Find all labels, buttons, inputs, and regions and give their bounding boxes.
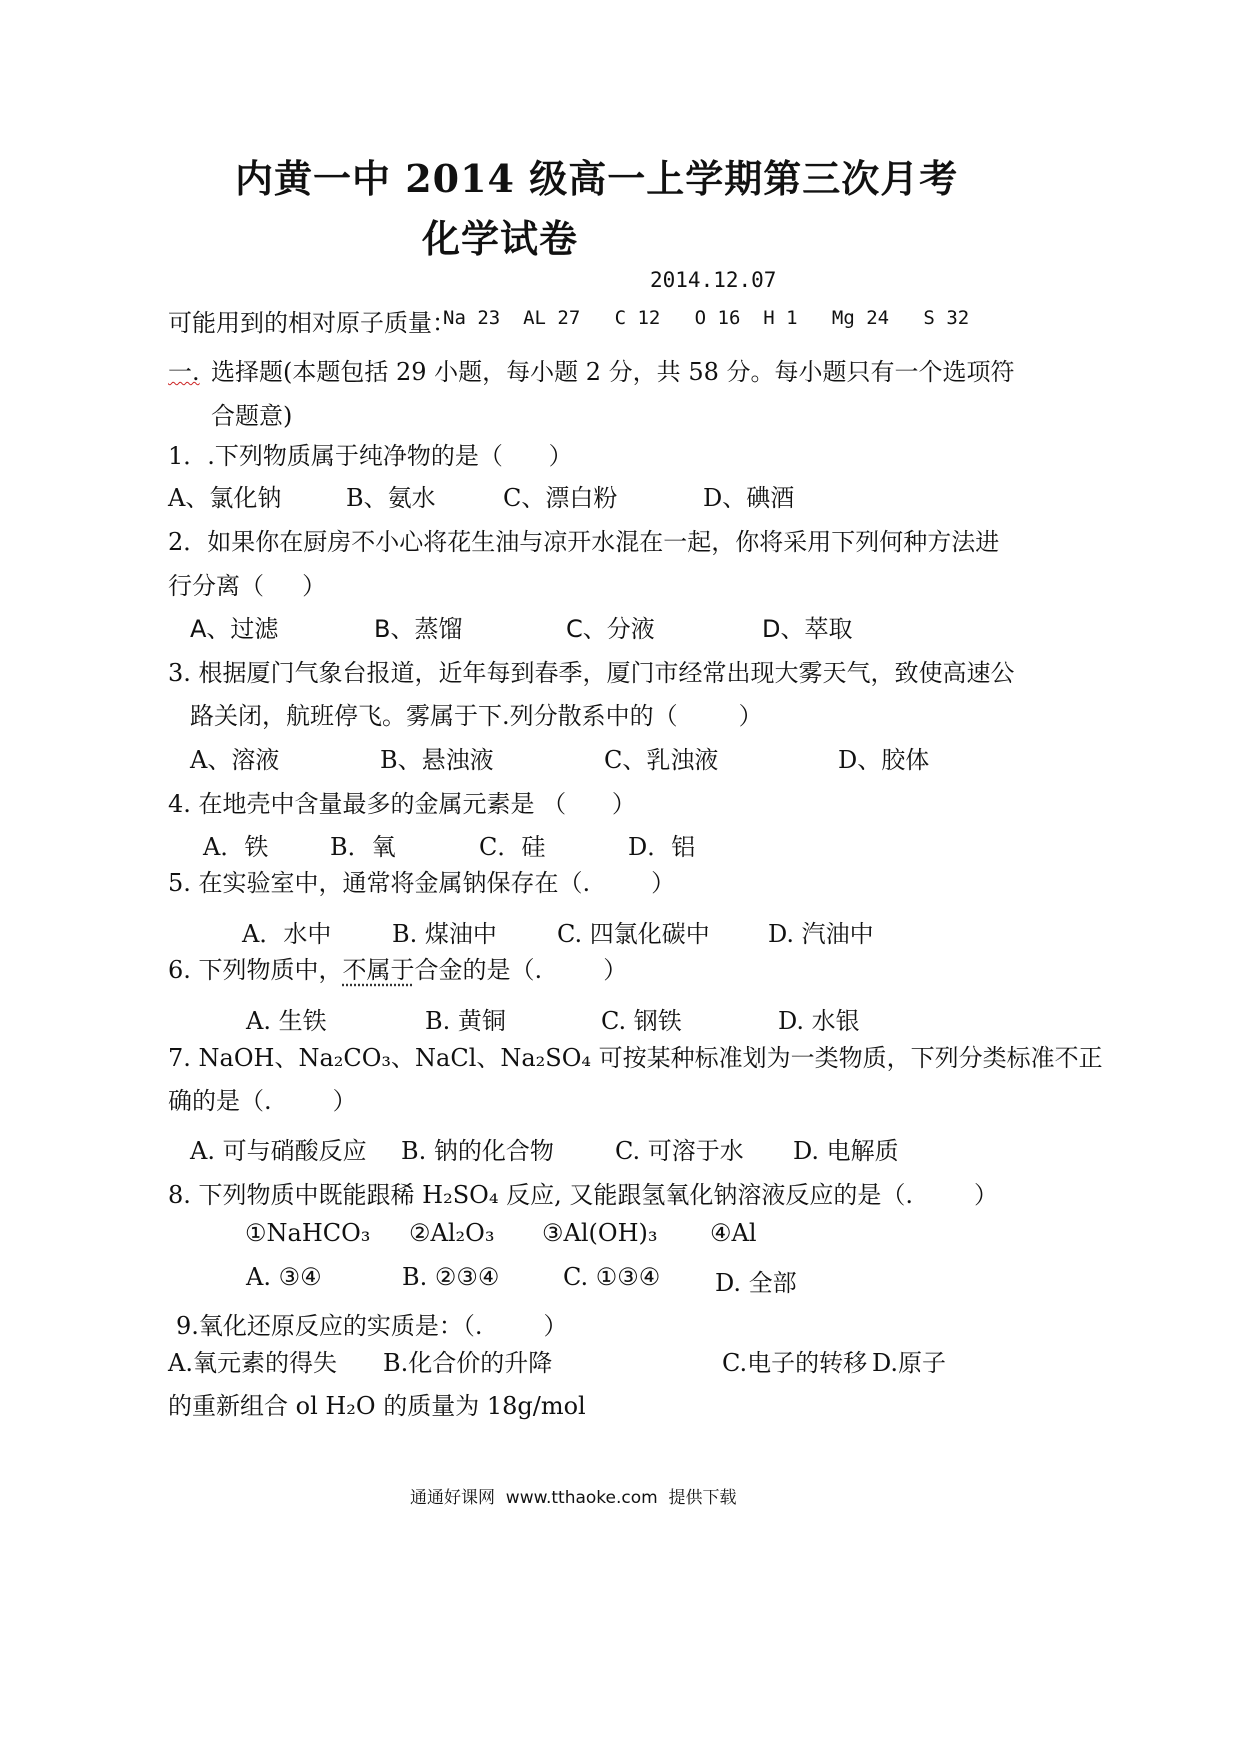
q8-option-c: C. ①③④ (563, 1263, 661, 1291)
q9-option-c: C.电子的转移 (722, 1349, 868, 1377)
question-9-cont: 的重新组合 ol H₂O 的质量为 18g/mol (168, 1392, 586, 1420)
q8-item-3: ③Al(OH)₃ (542, 1219, 658, 1247)
q6-option-c: C. 钢铁 (601, 1007, 682, 1035)
question-9: 9.氧化还原反应的实质是：（. ） (176, 1312, 568, 1340)
q7-option-d: D. 电解质 (793, 1137, 899, 1165)
q1-option-d: D、碘酒 (703, 484, 795, 512)
section-title-cont: 合题意) (211, 402, 293, 430)
q6-option-a: A. 生铁 (246, 1007, 327, 1035)
question-5: 5. 在实验室中，通常将金属钠保存在（. ） (168, 869, 676, 897)
footer-source: 通通好课网 www.tthaoke.com 提供下载 (410, 1488, 737, 1508)
q8-item-1: ①NaHCO₃ (245, 1219, 371, 1247)
q8-option-d: D. 全部 (715, 1269, 797, 1297)
q1-option-b: B、氨水 (346, 484, 436, 512)
q1-option-a: A、氯化钠 (168, 484, 282, 512)
q2-option-d: D、萃取 (762, 615, 853, 643)
q7-option-a: A. 可与硝酸反应 (190, 1137, 367, 1165)
q9-option-d: D.原子 (872, 1349, 947, 1377)
q4-option-c: C．硅 (479, 833, 546, 861)
q6-option-b: B. 黄铜 (425, 1007, 506, 1035)
question-6 (168, 950, 627, 985)
exam-subtitle: 化学试卷 (422, 216, 579, 261)
q2-option-c: C、分液 (566, 615, 655, 643)
q6-option-d: D. 水银 (778, 1007, 860, 1035)
q7-option-c: C. 可溶于水 (615, 1137, 744, 1165)
question-6-pre: 6. 下列物质中， (168, 956, 343, 984)
q3-option-a: A、溶液 (190, 746, 280, 774)
exam-date: 2014.12.07 (650, 268, 777, 292)
atomic-mass-values: Na 23 AL 27 C 12 O 16 H 1 Mg 24 S 32 (443, 307, 970, 329)
q7-option-b: B. 钠的化合物 (401, 1137, 554, 1165)
question-2-cont: 行分离（ ） (168, 572, 327, 600)
question-3-cont: 路关闭，航班停飞。雾属于下.列分散系中的（ ） (190, 702, 763, 730)
question-1: 1．.下列物质属于纯净物的是（ ） (168, 442, 573, 470)
section-number: 一. (168, 358, 200, 386)
q9-option-a: A.氧元素的得失 (168, 1349, 337, 1377)
q5-option-c: C. 四氯化碳中 (557, 920, 710, 948)
q4-option-d: D．铝 (628, 833, 696, 861)
q8-item-2: ②Al₂O₃ (409, 1219, 495, 1247)
q5-option-b: B. 煤油中 (392, 920, 497, 948)
question-6-emphasis: 不属于 (342, 956, 415, 984)
q5-option-a: A．水中 (242, 920, 332, 948)
question-4: 4. 在地壳中含量最多的金属元素是 （ ） (168, 790, 636, 818)
q3-option-d: D、胶体 (838, 746, 930, 774)
q2-option-a: A、过滤 (190, 615, 279, 643)
q8-option-b: B. ②③④ (402, 1263, 500, 1291)
q3-option-b: B、悬浊液 (380, 746, 494, 774)
q5-option-d: D. 汽油中 (768, 920, 874, 948)
q9-option-b: B.化合价的升降 (383, 1349, 553, 1377)
atomic-mass-label: 可能用到的相对原子质量： (168, 309, 456, 337)
q3-option-c: C、乳浊液 (604, 746, 719, 774)
question-7-cont: 确的是（. ） (168, 1087, 357, 1115)
q8-option-a: A. ③④ (246, 1263, 322, 1291)
q1-option-c: C、漂白粉 (503, 484, 618, 512)
q4-option-b: B．氧 (330, 833, 396, 861)
question-6-post: 合金的是（. ） (414, 956, 628, 984)
q2-option-b: B、蒸馏 (374, 615, 463, 643)
exam-title: 内黄一中 2014 级高一上学期第三次月考 (235, 156, 959, 201)
q4-option-a: A．铁 (203, 833, 269, 861)
section-title: 选择题(本题包括 29 小题，每小题 2 分，共 58 分。每小题只有一个选项符 (211, 358, 1015, 386)
question-2: 2．如果你在厨房不小心将花生油与凉开水混在一起，你将采用下列何种方法进 (168, 528, 1000, 556)
question-3: 3. 根据厦门气象台报道，近年每到春季，厦门市经常出现大雾天气，致使高速公 (168, 659, 1015, 687)
question-8: 8. 下列物质中既能跟稀 H₂SO₄ 反应, 又能跟氢氧化钠溶液反应的是（. ） (168, 1181, 998, 1209)
q8-item-4: ④Al (710, 1219, 757, 1247)
question-7: 7. NaOH、Na₂CO₃、NaCl、Na₂SO₄ 可按某种标准划为一类物质，下列分类标准不正 (168, 1044, 1103, 1072)
